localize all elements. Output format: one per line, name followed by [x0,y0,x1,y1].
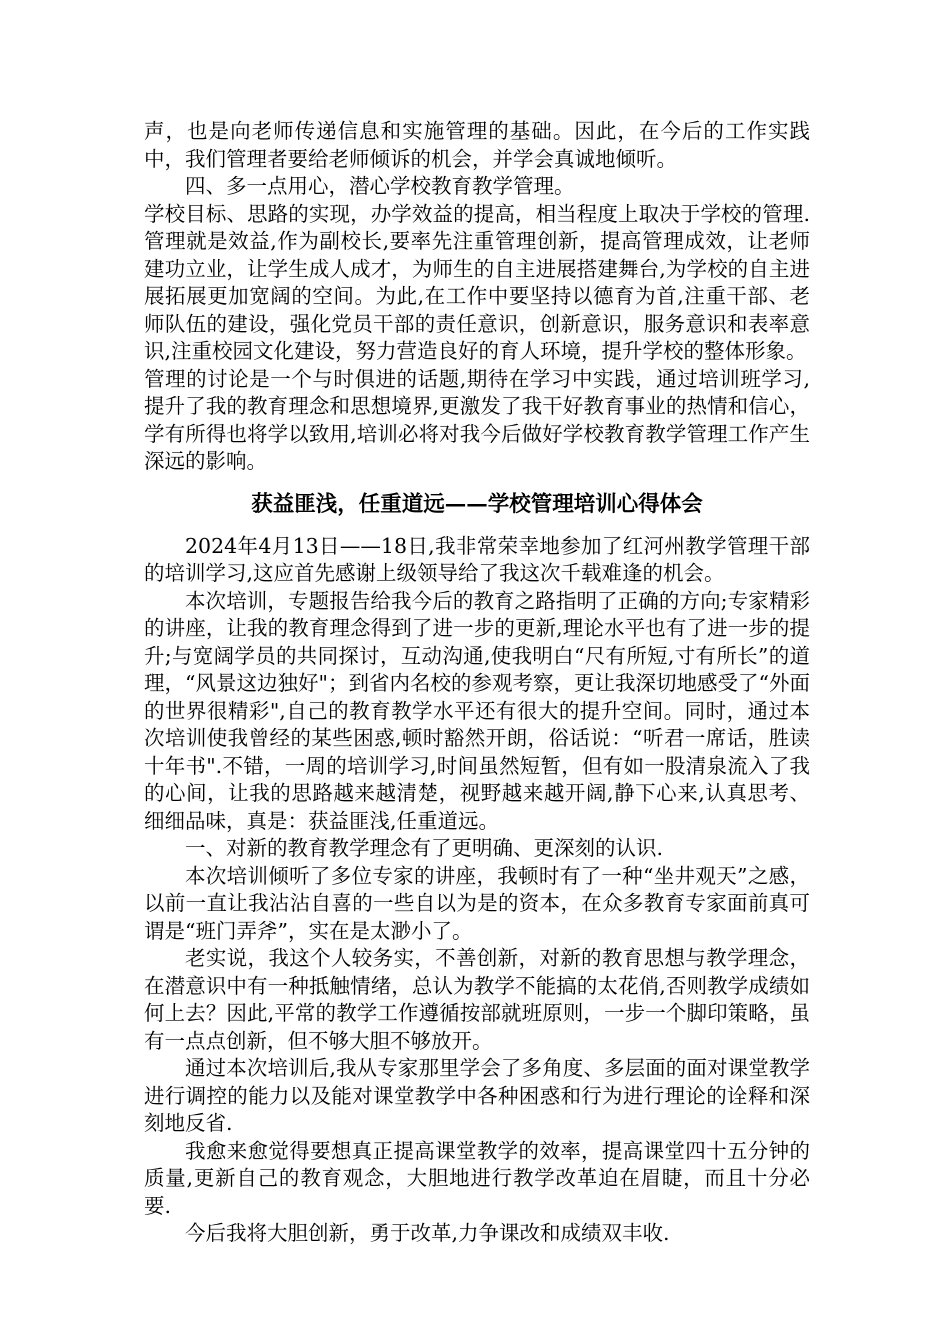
paragraph-listening-conclusion: 声，也是向老师传递信息和实施管理的基础。因此，在今后的工作实践中，我们管理者要给老师倾诉的机会，并学会真诚地倾听。 [144,119,810,171]
paragraph-management-goals: 学校目标、思路的实现，办学效益的提高，相当程度上取决于学校的管理.管理就是效益,作为副校长,要率先注重管理创新，提高管理成效，让老师建功立业，让学生成人成才，为师生的自主进展搭建舞台,为学校的自主进展拓展更加宽阔的空间。为此,在工作中要坚持以德育为首,注重干部、老师队伍的建设，强化党员干部的责任意识，创新意识，服务意识和表率意识,注重校园文化建设，努力营造良好的育人环境，提升学校的整体形象。 [144,201,810,363]
paragraph-honest-reflection: 老实说，我这个人较务实，不善创新，对新的教育思想与教学理念，在潜意识中有一种抵触情绪，总认为教学不能搞的太花俏,否则教学成绩如何上去？因此,平常的教学工作遵循按部就班原则，一步一个脚印策略，虽有一点点创新，但不够大胆不够放开。 [144,946,810,1053]
article-title: 获益匪浅，任重道远——学校管理培训心得体会 [251,491,703,517]
paragraph-after-training: 通过本次培训后,我从专家那里学会了多角度、多层面的面对课堂教学进行调控的能力以及能对课堂教学中各种困惑和行为进行理论的诠释和深刻地反省. [144,1056,810,1135]
section-heading-four: 四、多一点用心，潜心学校教育教学管理。 [185,174,575,198]
paragraph-management-discussion: 管理的讨论是一个与时俱进的话题,期待在学习中实践，通过培训班学习,提升了我的教育理念和思想境界,更激发了我干好教育事业的热情和信心，学有所得也将学以致用,培训必将对我今后做好学校教育教学管理工作产生深远的影响。 [144,366,810,473]
section-heading-one: 一、对新的教育教学理念有了更明确、更深刻的认识. [185,836,664,860]
paragraph-classroom-efficiency: 我愈来愈觉得要想真正提高课堂教学的效率，提高课堂四十五分钟的质量,更新自己的教育观念，大胆地进行教学改革迫在眉睫，而且十分必要. [144,1138,810,1218]
paragraph-training-summary: 本次培训，专题报告给我今后的教育之路指明了正确的方向;专家精彩的讲座，让我的教育理念得到了进一步的更新,理论水平也有了进一步的提升;与宽阔学员的共同探讨，互动沟通,使我明白“尺有所短,寸有所长”的道理，“风景这边独好"；到省内名校的参观考察，更让我深切地感受了“外面的世界很精彩",自己的教育教学水平还有很大的提升空间。同时，通过本次培训使我曾经的某些困惑,顿时豁然开朗，俗话说：“听君一席话，胜读十年书".不错，一周的培训学习,时间虽然短暂，但有如一股清泉流入了我的心间，让我的思路越来越清楚，视野越来越开阔,静下心来,认真思考、细细品味，真是：获益匪浅,任重道远。 [144,588,810,833]
document-page [144,118,810,1248]
paragraph-expert-lectures: 本次培训倾听了多位专家的讲座，我顿时有了一种“坐井观天”之感，以前一直让我沾沾自喜的一些自以为是的资本，在众多教育专家面前真可谓是“班门弄斧”，实在是太渺小了。 [144,863,810,943]
paragraph-future-plan: 今后我将大胆创新，勇于改革,力争课改和成绩双丰收. [185,1221,670,1245]
paragraph-training-date: 2024年4月13日——18日,我非常荣幸地参加了红河州教学管理干部的培训学习,这应首先感谢上级领导给了我这次千载难逢的机会。 [144,533,810,585]
